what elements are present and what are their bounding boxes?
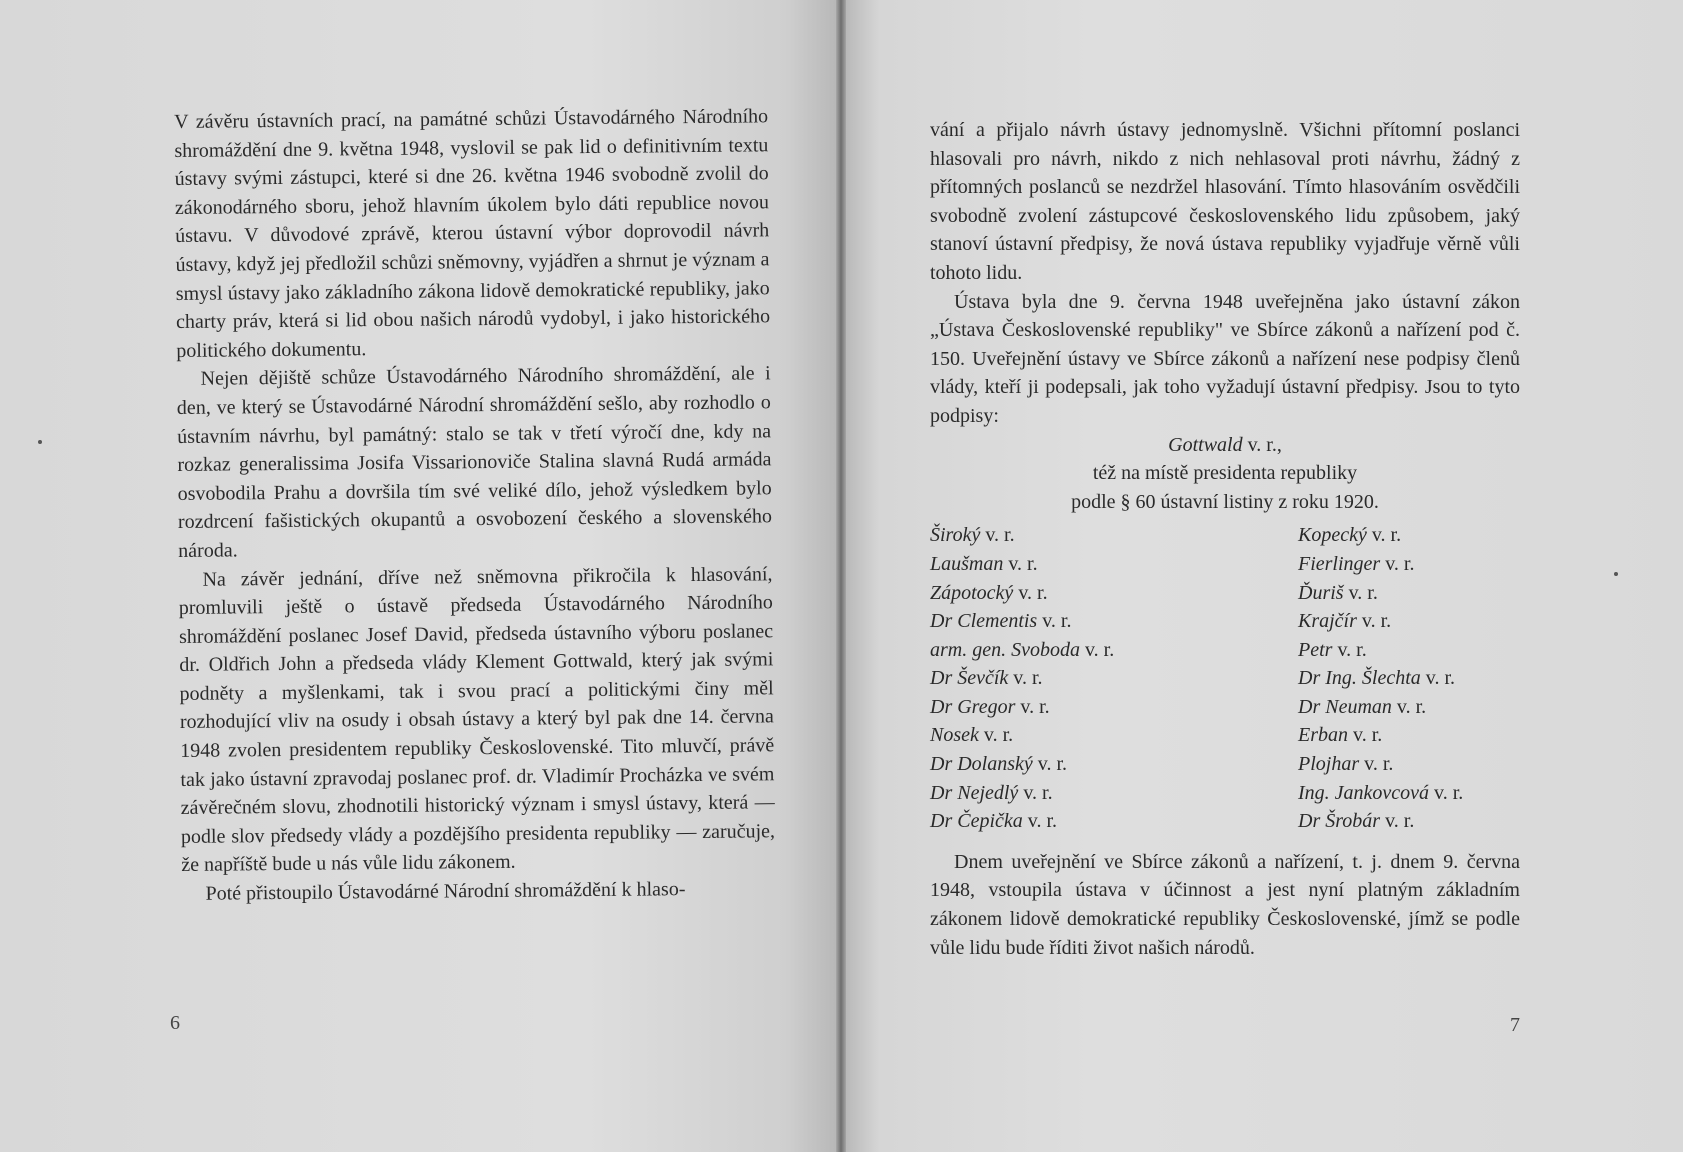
signature-suffix: v. r. <box>1366 524 1402 547</box>
signature-name: Kopecký <box>1298 524 1367 547</box>
page-number: 7 <box>1510 1014 1520 1036</box>
paragraph: V závěru ústavních prací, na památné schůzi Ústavodárného Národního shromáždění dne 9. května 1948, vyslovil se pak lid o definitivním textu ústavy svými zástupci, které si dne 26. května 1946 svobodně zvolil do zákonodárného sboru, jehož hlavním úkolem bylo dáti republice novou ústavu. V důvodové zprávě, kterou ústavní výbor doprovodil návrh ústavy, když jej předložil schůzi sněmovny, vyjádřen a shrnut je význam a smysl ústavy jako základního zákona lidově demokratické republiky, jako charty práv, která si lid obou našich národů vydobyl, i jako historického politického dokumentu. <box>174 105 771 362</box>
paragraph: Dnem uveřejnění ve Sbírce zákonů a nařízení, t. j. dnem 9. června 1948, vstoupila ústava v účinnost a jest nyní platným základním zákonem lidově demokratické republiky Československé, jímž se podle vůle lidu bude říditi život našich národů. <box>930 850 1520 959</box>
signature <box>1298 636 1520 665</box>
signature <box>930 779 1298 808</box>
signature <box>930 636 1298 665</box>
signature-suffix: v. r. <box>980 524 1015 547</box>
paper-speck <box>38 440 42 444</box>
signature-suffix: v. r. <box>1420 667 1456 690</box>
signature-name: Dr Ing. Šlechta <box>1298 667 1421 690</box>
signature-list <box>930 521 1520 836</box>
paragraph: vání a přijalo návrh ústavy jednomyslně. Všichni přítomní poslanci hlasovali pro návrh, nikdo z nich nehlasoval proti návrhu, žádný z přítomných poslanců se nezdržel hlasování. Tímto hlasováním osvědčili svobodně zvolení zástupcové československého lidu způsobem, jaký stanoví ústavní předpisy, že nová ústava republiky vyjadřuje věrně vůli tohoto lidu. <box>930 119 1520 284</box>
signature <box>1298 664 1520 693</box>
signature <box>930 693 1298 722</box>
signature <box>930 579 1298 608</box>
signature-name: arm. gen. Svoboda <box>930 638 1080 661</box>
signature <box>1298 807 1520 836</box>
signature-name: Široký <box>930 524 981 547</box>
signature-name: Petr <box>1298 638 1333 661</box>
signature-name: Dr Čepička <box>930 810 1023 833</box>
signature-suffix: v. r. <box>1380 810 1415 833</box>
signature <box>1298 607 1520 636</box>
head-signature-line2: též na místě presidenta republiky <box>1092 462 1358 485</box>
signature <box>930 750 1298 779</box>
signature-suffix: v. r. <box>1079 638 1115 661</box>
signature-suffix: v. r. <box>1348 724 1383 747</box>
signature-name: Dr Neuman <box>1298 695 1392 718</box>
signature <box>1298 779 1520 808</box>
signature-name: Nosek <box>930 724 979 747</box>
signature-name: Laušman <box>930 552 1004 575</box>
signature <box>930 721 1298 750</box>
signature-name: Dr Gregor <box>930 695 1016 718</box>
signature <box>1298 579 1520 608</box>
signature <box>1298 521 1520 550</box>
signature <box>1298 750 1520 779</box>
signature-name: Ďuriš <box>1298 581 1344 604</box>
signature-name: Krajčír <box>1298 610 1357 633</box>
signature-suffix: v. r. <box>1429 781 1464 804</box>
signature-name: Dr Ševčík <box>930 667 1009 690</box>
signature <box>1298 693 1520 722</box>
signature-suffix: v. r., <box>1242 433 1282 456</box>
head-signature-line3: podle § 60 ústavní listiny z roku 1920. <box>1071 490 1379 513</box>
signature <box>930 664 1298 693</box>
signature-suffix: v. r. <box>1356 610 1392 633</box>
signature-name: Dr Nejedlý <box>930 781 1019 804</box>
signature <box>930 550 1298 579</box>
paragraph: Nejen dějiště schůze Ústavodárného Národního shromáždění, ale i den, ve který se Ústavodárné Národní shromáždění sešlo, aby rozhodlo o ústavním návrhu, byl památný: stalo se tak v třetí výročí dne, kdy na rozkaz generalissima Josifa Vissarionoviče Stalina slavná Rudá armáda osvobodila Prahu a dovršila tím své veliké dílo, jehož výsledkem bylo rozdrcení fašistických okupantů a osvobození českého a slovenského národa. <box>176 362 773 562</box>
left-page <box>0 0 836 1152</box>
signature-suffix: v. r. <box>1380 552 1415 575</box>
signature-suffix: v. r. <box>978 724 1014 747</box>
signature-suffix: v. r. <box>1022 810 1058 833</box>
signature-suffix: v. r. <box>1018 781 1053 804</box>
signature-name: Ing. Jankovcová <box>1298 781 1430 804</box>
right-text-block <box>930 116 1520 962</box>
signature-suffix: v. r. <box>1008 667 1043 690</box>
signature-suffix: v. r. <box>1003 552 1038 575</box>
book-gutter <box>836 0 846 1152</box>
signature-name: Plojhar <box>1298 753 1360 776</box>
signature-name: Dr Clementis <box>930 610 1038 633</box>
paragraph: Poté přistoupilo Ústavodárné Národní shromáždění k hlaso- <box>205 878 686 905</box>
signature-suffix: v. r. <box>1343 581 1378 604</box>
signature <box>1298 550 1520 579</box>
signature-suffix: v. r. <box>1015 695 1050 718</box>
signature <box>1298 721 1520 750</box>
paper-speck <box>1614 572 1618 576</box>
signature <box>930 807 1298 836</box>
signature-name: Dr Šrobár <box>1298 810 1381 833</box>
signature-name: Zápotocký <box>930 581 1014 604</box>
paragraph: Ústava byla dne 9. června 1948 uveřejněna jako ústavní zákon „Ústava Československé republiky" ve Sbírce zákonů a nařízení pod č. 150. Uveřejnění ústavy ve Sbírce zákonů a nařízení nese podpisy členů vlády, kteří ji podepsali, jak toho vyžadují ústavní předpisy. Jsou to tyto podpisy: <box>930 290 1520 427</box>
signature-name: Fierlinger <box>1298 552 1381 575</box>
signature-suffix: v. r. <box>1032 753 1068 776</box>
page-number: 6 <box>170 1012 180 1034</box>
paragraph: Na závěr jednání, dříve než sněmovna přikročila k hlasování, promluvili ještě o ústavě předseda Ústavodárného Národního shromáždění poslanec Josef David, předseda ústavního výboru poslanec dr. Oldřich John a předseda vlády Klement Gottwald, který jak svými podněty a myšlenkami, tak i svou prací a politickými činy měl rozhodující vliv na osudy i obsah ústavy a který byl pak dne 14. června 1948 zvolen presidentem republiky Československé. Tito mluvčí, právě tak jako ústavní zpravodaj poslanec prof. dr. Vladimír Procházka ve svém závěrečném slovu, zhodnotili historický význam i smysl ústavy, která — podle slov předsedy vlády a pozdějšího presidenta republiky — zaručuje, že napříště bude u nás vůle lidu zákonem. <box>178 562 776 877</box>
signature-suffix: v. r. <box>1359 753 1394 776</box>
signature-suffix: v. r. <box>1332 638 1367 661</box>
signature <box>930 607 1298 636</box>
signature-suffix: v. r. <box>1391 695 1427 718</box>
signature-suffix: v. r. <box>1013 581 1048 604</box>
signature-name: Erban <box>1298 724 1348 747</box>
right-page <box>846 0 1683 1152</box>
signature-name: Gottwald <box>1168 433 1243 456</box>
signature-suffix: v. r. <box>1037 610 1072 633</box>
signature-name: Dr Dolanský <box>930 753 1033 776</box>
head-signature-line1 <box>930 431 1520 460</box>
left-text-block <box>174 102 776 908</box>
signature <box>930 521 1298 550</box>
